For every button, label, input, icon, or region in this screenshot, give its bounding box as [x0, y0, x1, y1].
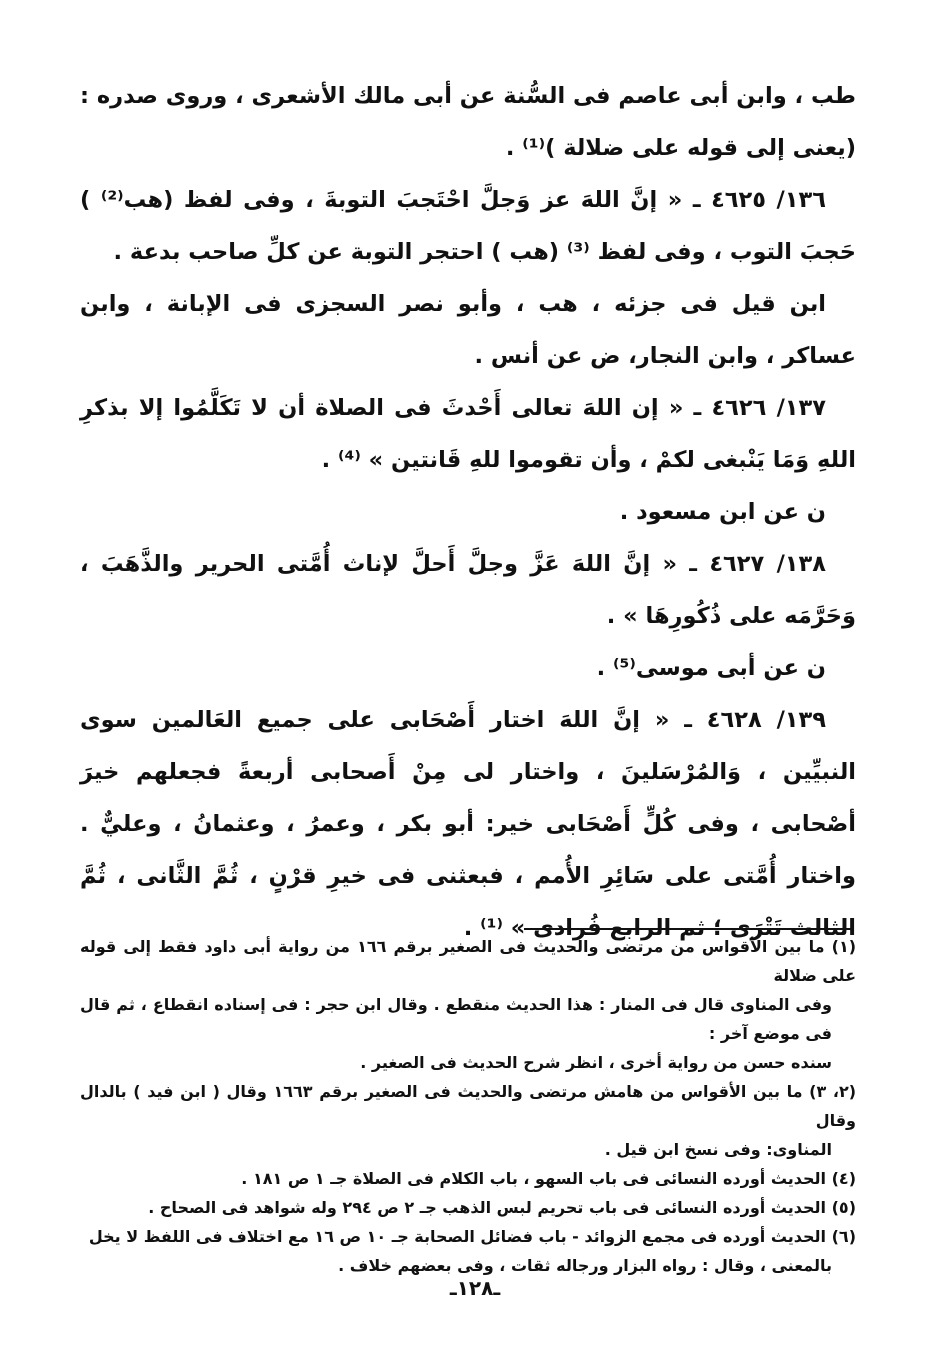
hadith-137-source: ن عن ابن مسعود .	[619, 499, 826, 525]
footnote-6: (٦) الحديث أورده فى مجمع الزوائد - باب فضائل الصحابة جـ ١٠ ص ١٦ مع اختلاف فى اللفظ لا يخل	[88, 1227, 856, 1246]
page-number: ـ١٢٨ـ	[449, 1276, 501, 1300]
paragraph-source-continuation: طب ، وابن أبى عاصم فى السُّنة عن أبى مالك الأشعرى ، وروى صدره : (يعنى إلى قوله على ضلالة )⁽¹⁾ .	[80, 83, 856, 161]
footnote-1-cont-b: سنده حسن من رواية أخرى ، انظر شرح الحديث فى الصغير .	[360, 1053, 832, 1072]
hadith-138: ١٣٨/ ٤٦٢٧ ـ « إنَّ اللهَ عَزَّ وجلَّ أَحلَّ لإناث أُمَّتى الحرير والذَّهَبَ ، وَحَرَّمَه على ذُكُورِهَا » .	[80, 551, 856, 629]
hadith-138-source: ن عن أبى موسى⁽⁵⁾ .	[596, 655, 826, 681]
footnote-4: (٤) الحديث أورده النسائى فى باب السهو ، باب الكلام فى الصلاة جـ ١ ص ١٨١ .	[241, 1169, 856, 1188]
footnote-1-cont-a: وفى المناوى قال فى المنار : هذا الحديث منقطع . وقال ابن حجر : فى إسناده انقطاع ، ثم قال فى موضع آخر :	[80, 995, 832, 1043]
footnote-6-cont: بالمعنى ، وقال : رواه البزار ورجاله ثقات ، وفى بعضهم خلاف .	[338, 1256, 832, 1275]
footnote-5: (٥) الحديث أورده النسائى فى باب تحريم لبس الذهب جـ ٢ ص ٢٩٤ وله شواهد فى الصحاح .	[148, 1198, 856, 1217]
hadith-136: ١٣٦/ ٤٦٢٥ ـ « إنَّ اللهَ عز وَجلَّ احْتَجبَ التوبةَ ، وفى لفظ (هب⁽²⁾ ) حَجبَ التوب ، وفى لفظ ⁽³⁾ (هب ) احتجر التوبة عن كلِّ صاحب بدعة .	[80, 187, 856, 265]
footnote-2-3: (٢، ٣) ما بين الأقواس من هامش مرتضى والحديث فى الصغير برقم ١٦٦٣ وقال ( ابن فيد ) بالدال وقال	[80, 1082, 857, 1130]
hadith-136-source: ابن قيل فى جزئه ، هب ، وأبو نصر السجزى فى الإبانة ، وابن عساكر ، وابن النجار، ض عن أنس .	[80, 291, 856, 369]
footnotes	[80, 932, 856, 1280]
footnote-divider	[524, 928, 852, 930]
footnote-1: (١) ما بين الأقواس من مرتضى والحديث فى الصغير برقم ١٦٦ من رواية أبى داود فقط إلى قوله على ضلالة	[80, 937, 857, 985]
main-text	[80, 70, 856, 954]
hadith-137: ١٣٧/ ٤٦٢٦ ـ « إن اللهَ تعالى أَحْدثَ فى الصلاة أن لا تَكَلَّمُوا إلا بذكرِ اللهِ وَمَا يَنْبغى لكمْ ، وأن تقوموا للهِ قَانتين » ⁽⁴⁾ .	[80, 395, 856, 473]
footnote-2-3-cont: المناوى: وفى نسخ ابن قيل .	[604, 1140, 832, 1159]
hadith-139: ١٣٩/ ٤٦٢٨ ـ « إنَّ اللهَ اختار أَصْحَابى على جميع العَالمين سوى النبيِّين ، وَالمُرْسَلينَ ، واختار لى مِنْ أَصحابى أربعةً فجعلهم خيرَ أصْحابى ، وفى كُلٍّ أَصْحَابى خير: أبو بكر ، وعمرُ ، وعثمانُ ، وعليٌّ . واختار أُمَّتى على سَائِرِ الأُمم ، فبعثنى فى خيرِ قرْنٍ ، ثُمَّ الثَّانى ، ثُمَّ الثالث تَتْرَى ؛ ثم الرابع فُرادى » ⁽¹⁾ .	[80, 707, 856, 941]
